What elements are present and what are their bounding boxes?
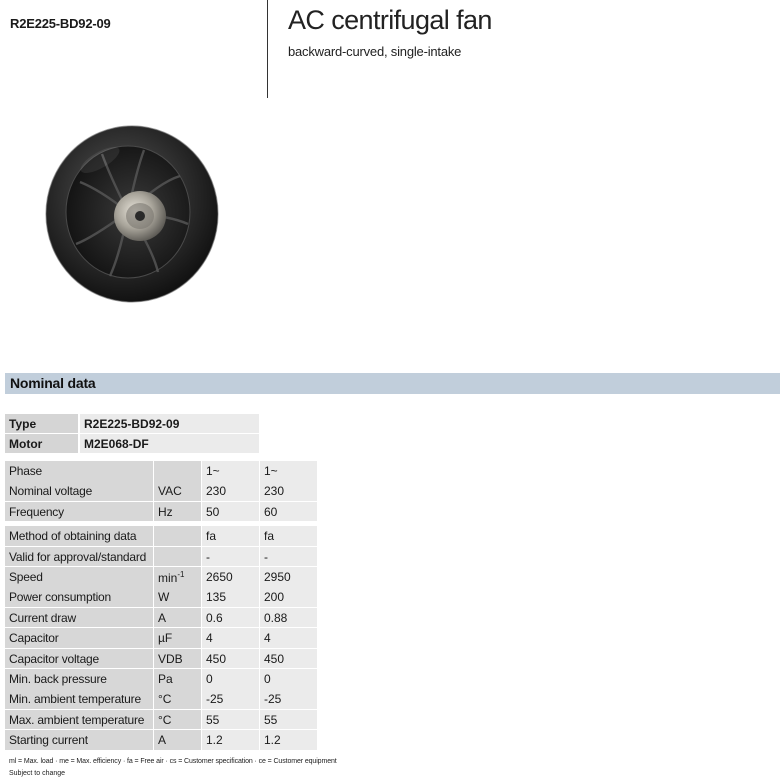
table-row — [5, 567, 317, 587]
row-unit: A — [154, 730, 201, 750]
table-row — [5, 730, 317, 750]
row-label: Method of obtaining data — [5, 526, 153, 546]
row-unit: µF — [154, 628, 201, 648]
row-value-1: fa — [202, 526, 259, 546]
row-label: Min. ambient temperature — [5, 689, 153, 709]
model-code: R2E225-BD92-09 — [10, 16, 111, 31]
row-value-2: 230 — [260, 481, 317, 501]
row-value-1: 50 — [202, 502, 259, 522]
identity-value: M2E068-DF — [80, 434, 259, 453]
row-value-1: 1~ — [202, 461, 259, 481]
table-row — [5, 628, 317, 648]
table-row — [5, 649, 317, 669]
row-value-2: 0.88 — [260, 608, 317, 628]
row-value-1: 135 — [202, 587, 259, 607]
unit-superscript: -1 — [177, 570, 185, 580]
identity-label: Type — [5, 414, 78, 433]
nominal-data-table — [5, 461, 317, 751]
table-row — [5, 608, 317, 628]
table-row — [5, 669, 317, 689]
row-value-1: 0 — [202, 669, 259, 689]
row-unit: W — [154, 587, 201, 607]
table-row — [5, 526, 317, 546]
row-label: Valid for approval/standard — [5, 547, 153, 567]
row-value-2: fa — [260, 526, 317, 546]
product-title: AC centrifugal fan — [288, 5, 492, 35]
row-value-2: 60 — [260, 502, 317, 522]
row-value-2: 2950 — [260, 567, 317, 587]
row-label: Capacitor — [5, 628, 153, 648]
row-value-1: - — [202, 547, 259, 567]
identity-row — [5, 414, 259, 433]
row-value-2: -25 — [260, 689, 317, 709]
row-unit: Pa — [154, 669, 201, 689]
identity-table — [5, 414, 259, 454]
row-label: Speed — [5, 567, 153, 587]
unit-text: min — [158, 571, 178, 586]
identity-row — [5, 434, 259, 453]
table-row — [5, 710, 317, 730]
row-label: Power consumption — [5, 587, 153, 607]
row-unit: VAC — [154, 481, 201, 501]
row-value-2: 1~ — [260, 461, 317, 481]
product-subtitle: backward-curved, single-intake — [288, 44, 462, 59]
row-unit: Hz — [154, 502, 201, 522]
row-value-2: 0 — [260, 669, 317, 689]
identity-value: R2E225-BD92-09 — [80, 414, 259, 433]
row-unit: VDB — [154, 649, 201, 669]
row-unit — [154, 567, 201, 587]
table-row — [5, 461, 317, 481]
row-label: Capacitor voltage — [5, 649, 153, 669]
table-row — [5, 547, 317, 567]
row-value-1: 55 — [202, 710, 259, 730]
row-unit — [154, 547, 201, 567]
row-value-1: 2650 — [202, 567, 259, 587]
row-value-2: 200 — [260, 587, 317, 607]
row-value-1: 1.2 — [202, 730, 259, 750]
row-unit: °C — [154, 689, 201, 709]
row-label: Frequency — [5, 502, 153, 522]
row-label: Phase — [5, 461, 153, 481]
row-label: Min. back pressure — [5, 669, 153, 689]
row-unit — [154, 526, 201, 546]
row-label: Current draw — [5, 608, 153, 628]
row-label: Nominal voltage — [5, 481, 153, 501]
row-unit: °C — [154, 710, 201, 730]
identity-label: Motor — [5, 434, 78, 453]
table-row — [5, 587, 317, 607]
fan-photo — [40, 120, 220, 305]
row-value-1: 0.6 — [202, 608, 259, 628]
row-unit: A — [154, 608, 201, 628]
row-value-1: 450 — [202, 649, 259, 669]
subject-to-change-note: Subject to change — [9, 770, 66, 777]
section-title: Nominal data — [10, 375, 96, 391]
header-divider — [267, 0, 268, 98]
row-unit — [154, 461, 201, 481]
row-value-2: 4 — [260, 628, 317, 648]
row-value-1: -25 — [202, 689, 259, 709]
table-row — [5, 689, 317, 709]
row-value-2: 55 — [260, 710, 317, 730]
table-row — [5, 481, 317, 501]
row-label: Max. ambient temperature — [5, 710, 153, 730]
row-value-2: - — [260, 547, 317, 567]
table-row — [5, 502, 317, 522]
row-label: Starting current — [5, 730, 153, 750]
section-header-bar — [5, 373, 780, 394]
row-value-2: 1.2 — [260, 730, 317, 750]
row-value-1: 230 — [202, 481, 259, 501]
abbreviation-footnote: ml = Max. load · me = Max. efficiency · fa = Free air · cs = Customer specification · ce = Customer equipment — [9, 758, 337, 765]
row-value-1: 4 — [202, 628, 259, 648]
row-value-2: 450 — [260, 649, 317, 669]
